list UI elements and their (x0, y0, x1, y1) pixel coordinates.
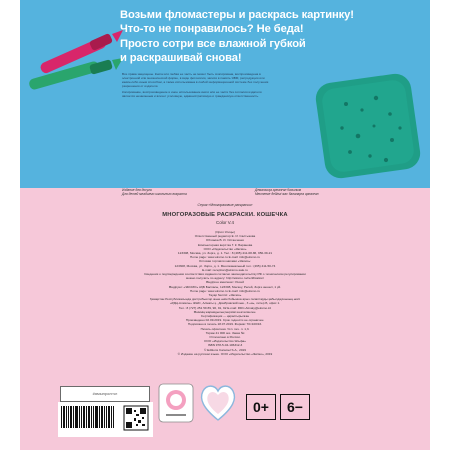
credit-line: (Орил Улицы) (215, 230, 235, 234)
product-code-box (60, 386, 150, 402)
credit-line: Тел.: 8 (727) 251 59 89, 90, 91, 92 E-mail: RDC-Almaty@eksmo.kz (178, 305, 272, 310)
credit-line: Произведено 02.09.2019. Срок годности не ограничен. (185, 318, 265, 323)
product-code-label: #ямыпролгчл (92, 391, 118, 396)
credit-line: E-mail: reception@eksmo-sale.ru (202, 267, 248, 272)
credit-line: Өндіруші: «ЭКСМО» АҚБ Баспасы, 123308, Мәскеу, Ресей, Зорге көшесі, 1 үй. (168, 284, 282, 289)
credit-line: Тауар белгісі: «Эксмо» (208, 293, 242, 298)
edition-note-left (122, 188, 247, 197)
legal-paragraph-1: Все права защищены. Книга или любая ее часть не может быть скопирована, воспроизведена в электронной или механической форме, в виде фотокопии, записи в память ЭВМ, репродукции или каким-либо иным способом, а также использована в любой информационной системе без получения разрешения от издателя. (122, 72, 269, 89)
credit-line: 123308, Москва, ул. Зорге, д. 1. Тел.: 8 (495) 411-68-86, 956-39-21 (177, 251, 273, 256)
edition-note-right (255, 188, 360, 197)
age-mark-6-minus: 6− (280, 394, 310, 420)
imprint-credits (20, 230, 430, 356)
headline-line-2: Что-то не понравилось? Не беда! (120, 23, 304, 36)
edition-note-left-1: Издание для досуга (122, 188, 152, 192)
credit-line: © Издание на русском языке. ООО «Издательство «Эксмо», 2019 (177, 351, 273, 356)
heart-emblem-icon (198, 380, 238, 424)
credit-line: ISBN 978-5-04-106312-3 (207, 343, 243, 348)
markers-icon (20, 0, 130, 110)
credit-line: Подписано в печать 18.07.2019. Формат 70×100/16. (187, 322, 263, 327)
credit-line: Home page: www.eksmo.ru E-mail: info@eksmo.ru (189, 288, 261, 293)
barcode-and-qr-code (58, 402, 153, 437)
headline-line-1: Возьми фломастеры и раскрась картинку! (120, 9, 354, 21)
headline-line-4: и раскрашивай снова! (120, 51, 242, 64)
edition-note-right-2: Мектепке дейінгі жас балаларға арналған (255, 192, 319, 197)
credit-line: Қазақстан Республикасында дистрибьютор және өнім бойынша арыз-талаптарды қабылдаушының өкілі (150, 297, 300, 302)
book-title: МНОГОРАЗОВЫЕ РАСКРАСКИ. КОШЕЧКА (162, 212, 288, 218)
credit-line: Сведения о подтверждении соответствия издания согласно законодательству РФ о техническом регулировании (144, 272, 306, 277)
credit-line: © Editions Caramel S.A., 2019 (203, 347, 246, 352)
edition-note-right-1: Демалысқа арналған басылым (255, 188, 302, 192)
credit-line: Обложка В. И. Останченко (205, 238, 245, 243)
credit-line: ООО «Издательство Эльфа» (204, 339, 246, 344)
credit-line: Печать офсетная. Усл. печ. л. 1,3. (200, 326, 250, 331)
headline-line-3: Просто сотри все влажной губкой (120, 37, 306, 50)
headline (120, 8, 426, 65)
edition-note-left-2: Для детей младшего школьного возраста (122, 192, 187, 197)
credit-line: «РДЦ-Алматы» ЖШС, Алматы қ., Домбровский көш., 3 «а», литер Б, офис 1. (169, 301, 281, 306)
credit-line: ООО «Издательство «Эксмо» (203, 246, 247, 251)
credit-line: 123308, Москва, ул. Зорге, д. 1. Многоканальный тел.: (495) 411-50-74 (174, 263, 276, 268)
credit-line: Компьютерная верстка Г. К. Баранова (197, 242, 253, 247)
legal-notice (122, 72, 272, 99)
series-name: Серия «Многоразовые раскраски» (197, 203, 253, 207)
legal-paragraph-2: Копирование, воспроизведение и иное использование книги или ее части без согласия издателя является незаконным и влечет уголовную, административную и гражданскую ответственность. (122, 90, 262, 99)
credit-line: Отпечатано в России. (209, 335, 241, 340)
credit-line: Сертификация — қарастырылған (200, 314, 250, 319)
credit-line: можно получить по адресу: http://eksmo.ru/certification/ (186, 276, 264, 281)
back-cover (20, 0, 430, 450)
book-subtitle: Color V.4 (216, 220, 234, 225)
credit-line: Өндірген мемлекет: Ресей (206, 280, 244, 285)
credit-line: Оптовая торговля книгами «Эксмо»: (198, 259, 252, 264)
sponge-icon (312, 70, 424, 182)
age-mark-0-plus: 0+ (246, 394, 276, 420)
credit-line: Тираж 41 000 экз. Заказ № (205, 330, 245, 335)
recommendation-badge-icon (158, 383, 194, 423)
credit-line: Ответственный редактор Е. И. Салтыкова (194, 234, 256, 239)
credit-line: Home page: www.eksmo.ru E-mail: info@eksmo.ru (189, 255, 261, 260)
credit-line: Өнімнің жарамдылық мерзімі шектелмеген. (193, 309, 257, 314)
